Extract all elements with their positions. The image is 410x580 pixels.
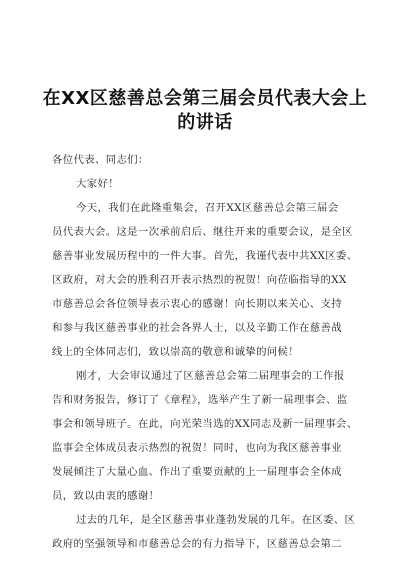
document-title-line-1: 在XX区慈善总会第三届会员代表大会上 bbox=[42, 88, 368, 109]
salutation: 各位代表、同志们： bbox=[52, 154, 149, 166]
paragraph-line: 发展倾注了大量心血、作出了重要贡献的上一届理事会全体成 bbox=[52, 466, 342, 478]
paragraph-line: 和参与我区慈善事业的社会各界人士，以及辛勤工作在慈善战 bbox=[52, 322, 342, 334]
paragraph-line: 刚才，大会审议通过了区慈善总会第二届理事会的工作报 bbox=[76, 370, 345, 382]
greeting: 大家好！ bbox=[76, 178, 119, 190]
paragraph-line: 过去的几年，是全区慈善事业蓬勃发展的几年。在区委、区 bbox=[76, 514, 356, 526]
paragraph-line: 慈善事业发展历程中的一件大事。首先，我谨代表中共XX区委、 bbox=[52, 250, 358, 262]
paragraph-line: 告和财务报告，修订了《章程》，选举产生了新一届理事会、监 bbox=[52, 394, 348, 406]
paragraph-line: 事会和领导班子。在此，向光荣当选的XX同志及新一届理事会、 bbox=[52, 418, 358, 430]
paragraph-line: 今天，我们在此隆重集会，召开XX区慈善总会第三届会 bbox=[76, 202, 339, 214]
paragraph-line: 政府的坚强领导和市慈善总会的有力指导下，区慈善总会第二 bbox=[52, 538, 342, 550]
paragraph-line: 员，致以由衷的感谢！ bbox=[52, 490, 160, 502]
paragraph-line: 区政府，对大会的胜利召开表示热烈的祝贺！向莅临指导的XX bbox=[52, 274, 347, 286]
document-title-line-2: 的讲话 bbox=[177, 112, 233, 133]
paragraph-line: 线上的全体同志们，致以崇高的敬意和诚挚的问候！ bbox=[52, 346, 300, 358]
paragraph-line: 员代表大会。这是一次承前启后、继往开来的重要会议，是全区 bbox=[52, 226, 353, 238]
paragraph-line: 市慈善总会各位领导表示衷心的感谢！向长期以来关心、支持 bbox=[52, 298, 342, 310]
paragraph-line: 监事会全体成员表示热烈的祝贺！同时，也向为我区慈善事业 bbox=[52, 442, 342, 454]
